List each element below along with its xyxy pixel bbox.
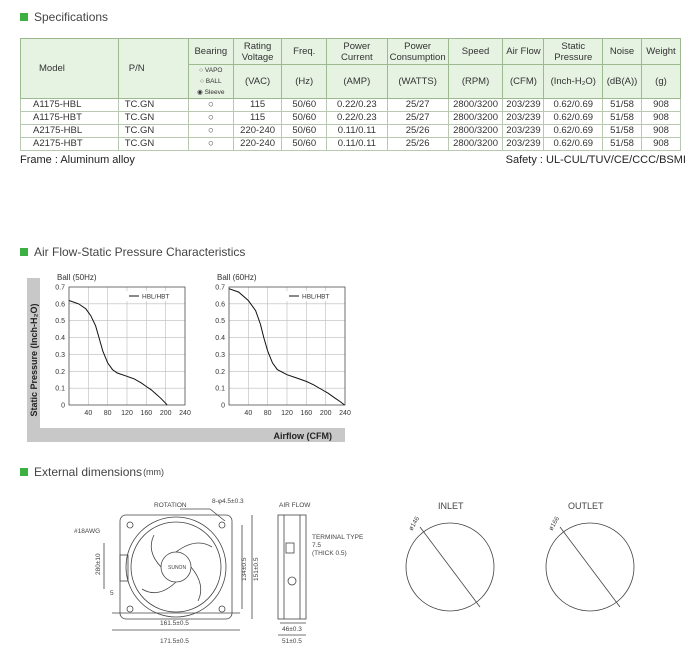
unit-static-pressure: (Inch-H₂O) (544, 65, 603, 99)
unit-weight: (g) (641, 65, 680, 99)
table-cell: 0.22/0.23 (327, 112, 388, 125)
section-title: Specifications (34, 10, 109, 24)
chart-ball-50hz (55, 273, 191, 417)
label-air-flow: AIR FLOW (279, 502, 311, 509)
section-bullet-icon (20, 13, 28, 21)
chart-title: Ball (60Hz) (217, 273, 257, 282)
mount-hole-icon (127, 522, 133, 528)
header-freq: Freq. (282, 39, 327, 65)
dim-134: 134±0.5 (241, 557, 248, 581)
fan-profile-outline (278, 515, 306, 619)
table-cell: 0.11/0.11 (327, 138, 388, 151)
x-tick-label: 160 (300, 410, 313, 417)
table-cell: 908 (641, 112, 680, 125)
outlet-diameter-line (560, 527, 620, 607)
table-cell: 203/239 (503, 99, 544, 112)
x-tick-label: 120 (121, 410, 133, 417)
table-cell: A1175-HBL (21, 99, 119, 112)
y-tick-label: 0.2 (215, 368, 225, 376)
unit-freq: (Hz) (282, 65, 327, 99)
table-row (21, 99, 681, 112)
label-terminal-size: 7.5 (312, 542, 322, 549)
table-cell: TC.GN (118, 125, 188, 138)
y-tick-label: 0.4 (55, 335, 65, 343)
table-cell: 25/26 (387, 125, 448, 138)
table-cell: A2175-HBL (21, 125, 119, 138)
airflow-charts (0, 262, 700, 462)
table-cell: 0.62/0.69 (544, 112, 603, 125)
table-cell: 50/60 (282, 125, 327, 138)
frame-note: Frame : Aluminum alloy (20, 154, 135, 166)
table-cell: ○ (188, 112, 233, 125)
table-cell: 908 (641, 125, 680, 138)
table-cell: 115 (233, 99, 282, 112)
table-cell: TC.GN (118, 138, 188, 151)
dim-51: 51±0.5 (282, 638, 302, 645)
section-airflow (20, 245, 245, 259)
table-cell: TC.GN (118, 112, 188, 125)
y-tick-label: 0.1 (215, 385, 225, 393)
legend-label: HBL/HBT (302, 293, 330, 301)
header-pn: P/N (118, 39, 188, 99)
bearing-options (188, 65, 233, 99)
table-cell: 220-240 (233, 125, 282, 138)
safety-note: Safety : UL-CUL/TUV/CE/CCC/BSMI (505, 154, 686, 166)
inlet-dia: ø146 (407, 515, 422, 532)
header-voltage: Rating Voltage (233, 39, 282, 65)
dim-151: 151±0.5 (253, 557, 260, 581)
label-terminal-type: TERMINAL TYPE (312, 534, 364, 541)
table-cell: TC.GN (118, 99, 188, 112)
section-bullet-icon (20, 468, 28, 476)
y-tick-label: 0.6 (55, 301, 65, 309)
table-cell: 0.22/0.23 (327, 99, 388, 112)
unit-current: (AMP) (327, 65, 388, 99)
table-cell: 0.62/0.69 (544, 125, 603, 138)
y-tick-label: 0.1 (55, 385, 65, 393)
table-cell: 220-240 (233, 138, 282, 151)
section-title: External dimensions (34, 465, 143, 479)
x-tick-label: 120 (281, 410, 293, 417)
header-model: Model (21, 39, 119, 99)
spec-table (20, 38, 681, 151)
y-tick-label: 0 (61, 402, 65, 410)
table-cell: 2800/3200 (448, 112, 503, 125)
table-cell: 2800/3200 (448, 99, 503, 112)
bearing-option-ball: ○ BALL (200, 78, 222, 85)
y-tick-label: 0.4 (215, 335, 225, 343)
series-line (69, 301, 167, 406)
table-cell: 2800/3200 (448, 125, 503, 138)
mount-hole-icon (219, 522, 225, 528)
dimension-drawings (0, 485, 700, 655)
table-row (21, 112, 681, 125)
table-cell: 908 (641, 138, 680, 151)
bearing-option-vapo: ○ VAPO (199, 67, 223, 74)
table-cell: ○ (188, 138, 233, 151)
unit-airflow: (CFM) (503, 65, 544, 99)
section-dimensions (20, 465, 164, 479)
label-rotation: ROTATION (154, 502, 187, 509)
table-cell: 25/27 (387, 112, 448, 125)
section-unit: (mm) (143, 467, 165, 477)
chart-ball-60hz (215, 273, 351, 417)
table-cell: 25/27 (387, 99, 448, 112)
chart-xlabel: Airflow (CFM) (273, 431, 332, 441)
unit-consumption: (WATTS) (387, 65, 448, 99)
y-tick-label: 0.3 (215, 351, 225, 359)
header-noise: Noise (603, 39, 642, 65)
table-cell: 50/60 (282, 99, 327, 112)
y-tick-label: 0 (221, 402, 225, 410)
table-cell: ○ (188, 99, 233, 112)
section-title: Air Flow-Static Pressure Characteristics (34, 245, 246, 259)
x-tick-label: 160 (140, 410, 153, 417)
header-airflow: Air Flow (503, 39, 544, 65)
table-cell: 51/58 (603, 125, 642, 138)
table-row (21, 125, 681, 138)
table-cell: 203/239 (503, 125, 544, 138)
header-consumption: Power Consumption (387, 39, 448, 65)
table-cell: 0.62/0.69 (544, 99, 603, 112)
x-tick-label: 240 (339, 410, 351, 417)
y-tick-label: 0.5 (55, 318, 65, 326)
table-cell: 203/239 (503, 138, 544, 151)
header-speed: Speed (448, 39, 503, 65)
section-specifications (20, 10, 108, 24)
header-weight: Weight (641, 39, 680, 65)
outlet-label: OUTLET (568, 501, 604, 511)
x-tick-label: 80 (263, 410, 272, 417)
table-cell: 25/26 (387, 138, 448, 151)
table-cell: 203/239 (503, 112, 544, 125)
dim-5: 5 (110, 590, 114, 597)
table-cell: 908 (641, 99, 680, 112)
header-static-pressure: Static Pressure (544, 39, 603, 65)
y-tick-label: 0.5 (215, 318, 225, 326)
legend-label: HBL/HBT (142, 293, 170, 301)
x-tick-label: 40 (244, 410, 253, 417)
y-tick-label: 0.2 (55, 368, 65, 376)
label-brand: SUNON (168, 565, 187, 571)
table-cell: A1175-HBT (21, 112, 119, 125)
dim-280: 280±10 (95, 553, 102, 575)
x-tick-label: 200 (319, 410, 332, 417)
y-tick-label: 0.3 (55, 351, 65, 359)
chart-ylabel: Static Pressure (Inch-H₂O) (29, 303, 39, 417)
header-current: Power Current (327, 39, 388, 65)
table-cell: ○ (188, 125, 233, 138)
unit-noise: (dB(A)) (603, 65, 642, 99)
x-tick-label: 240 (179, 410, 191, 417)
inlet-label: INLET (438, 501, 464, 511)
outlet-dia: ø166 (547, 515, 562, 532)
chart-title: Ball (50Hz) (57, 273, 97, 282)
x-tick-label: 40 (84, 410, 93, 417)
y-tick-label: 0.7 (55, 284, 65, 292)
label-awg: #18AWG (74, 528, 101, 535)
x-tick-label: 200 (159, 410, 172, 417)
terminal-block (286, 543, 294, 553)
bearing-option-sleeve: ◉ Sleeve (197, 89, 225, 96)
label-mount-holes: 8-φ4.5±0.3 (212, 498, 244, 505)
section-bullet-icon (20, 248, 28, 256)
table-row (21, 138, 681, 151)
inlet-diameter-line (420, 527, 480, 607)
ground-icon (288, 577, 296, 585)
table-cell: 50/60 (282, 138, 327, 151)
dim-46: 46±0.3 (282, 626, 302, 633)
unit-voltage: (VAC) (233, 65, 282, 99)
dim-171: 171.5±0.5 (160, 638, 189, 645)
table-cell: 2800/3200 (448, 138, 503, 151)
x-tick-label: 80 (103, 410, 112, 417)
y-tick-label: 0.7 (215, 284, 225, 292)
dim-161: 161.5±0.5 (160, 620, 189, 627)
y-tick-label: 0.6 (215, 301, 225, 309)
table-cell: 115 (233, 112, 282, 125)
header-bearing: Bearing (188, 39, 233, 65)
table-cell: 50/60 (282, 112, 327, 125)
table-cell: 0.62/0.69 (544, 138, 603, 151)
table-cell: 0.11/0.11 (327, 125, 388, 138)
table-cell: 51/58 (603, 112, 642, 125)
table-cell: 51/58 (603, 99, 642, 112)
mount-hole-icon (219, 606, 225, 612)
mount-hole-icon (127, 606, 133, 612)
label-terminal-thick: (THICK 0.5) (312, 550, 347, 557)
table-cell: A2175-HBT (21, 138, 119, 151)
unit-speed: (RPM) (448, 65, 503, 99)
table-cell: 51/58 (603, 138, 642, 151)
